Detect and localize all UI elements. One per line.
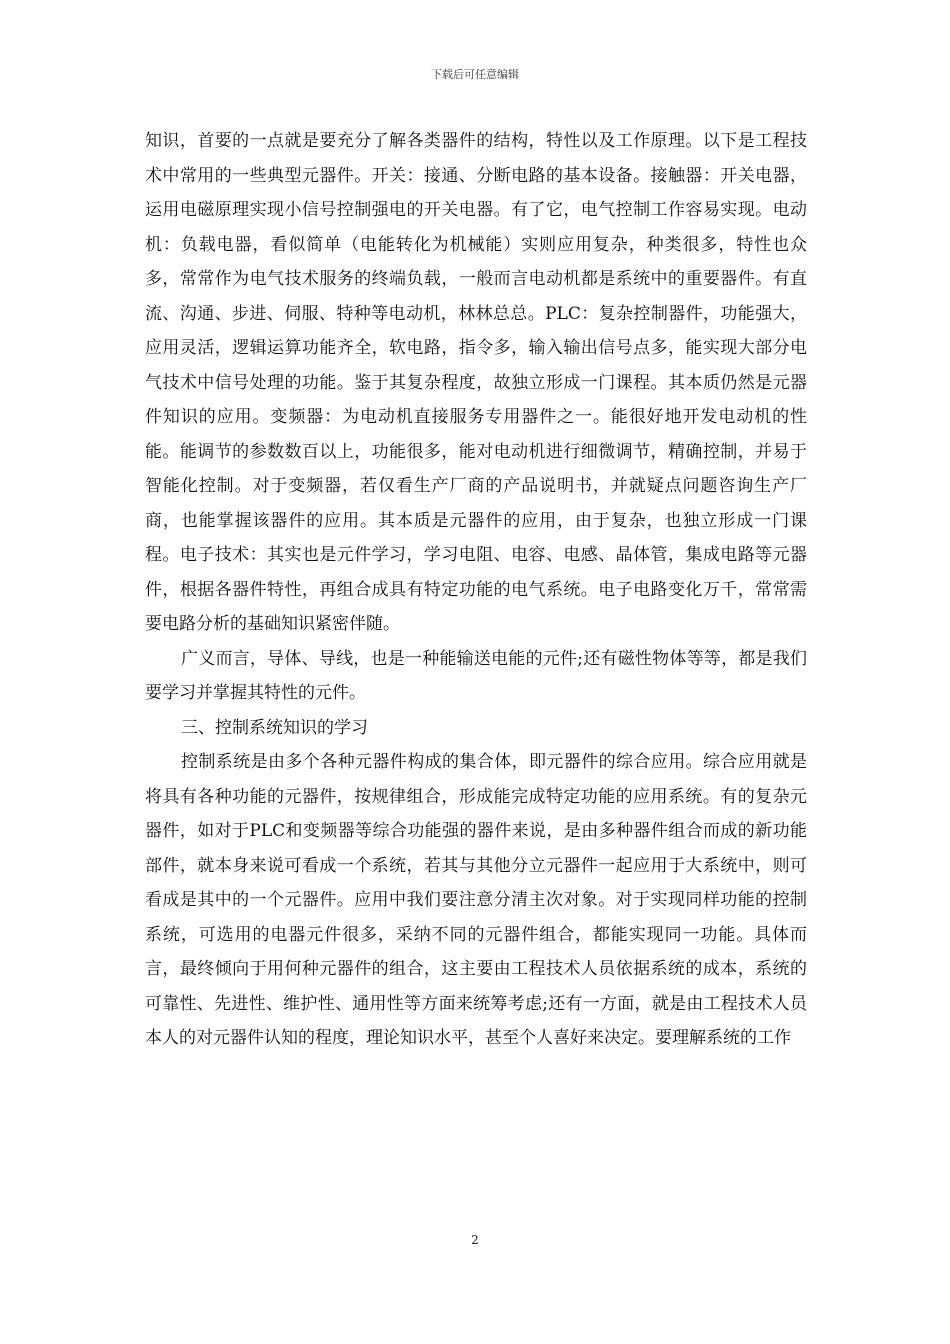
document-body xyxy=(145,124,807,1056)
section-heading-control-systems: 三、控制系统知识的学习 xyxy=(181,717,368,738)
page-header: 下载后可任意编辑 xyxy=(431,68,519,81)
paragraph-generalized-components: 广义而言，导体、导线，也是一种能输送电能的元件;还有磁性物体等等，都是我们要学习并掌握其特性的元件。 xyxy=(145,648,807,703)
paragraph-components-continued: 知识，首要的一点就是要充分了解各类器件的结构，特性以及工作原理。以下是工程技术中常用的一些典型元器件。开关：接通、分断电路的基本设备。接触器：开关电器，运用电磁原理实现小信号控制强电的开关电器。有了它，电气控制工作容易实现。电动机：负载电器，看似简单（电能转化为机械能）实则应用复杂，种类很多，特性也众多，常常作为电气技术服务的终端负载，一般而言电动机都是系统中的重要器件。有直流、沟通、步进、伺服、特种等电动机，林林总总。PLC：复杂控制器件，功能强大，应用灵活，逻辑运算功能齐全，软电路，指令多，输入输出信号点多，能实现大部分电气技术中信号处理的功能。鉴于其复杂程度，故独立形成一门课程。其本质仍然是元器件知识的应用。变频器：为电动机直接服务专用器件之一。能很好地开发电动机的性能。能调节的参数数百以上，功能很多，能对电动机进行细微调节，精确控制，并易于智能化控制。对于变频器，若仅看生产厂商的产品说明书，并就疑点问题咨询生产厂商，也能掌握该器件的应用。其本质是元器件的应用，由于复杂，也独立形成一门课程。电子技术：其实也是元件学习，学习电阻、电容、电感、晶体管，集成电路等元器件，根据各器件特性，再组合成具有特定功能的电气系统。电子电路变化万千，常常需要电路分析的基础知识紧密伴随。 xyxy=(145,131,807,634)
paragraph-control-systems: 控制系统是由多个各种元器件构成的集合体，即元器件的综合应用。综合应用就是将具有各种功能的元器件，按规律组合，形成能完成特定功能的应用系统。有的复杂元器件，如对于PLC和变频器等综合功能强的器件来说，是由多种器件组合而成的新功能部件，就本身来说可看成一个系统，若其与其他分立元器件一起应用于大系统中，则可看成是其中的一个元器件。应用中我们要注意分清主次对象。对于实现同样功能的控制系统，可选用的电器元件很多，采纳不同的元器件组合，都能实现同一功能。具体而言，最终倾向于用何种元器件的组合，这主要由工程技术人员依据系统的成本，系统的可靠性、先进性、维护性、通用性等方面来统筹考虑;还有一方面，就是由工程技术人员本人的对元器件认知的程度，理论知识水平，甚至个人喜好来决定。要理解系统的工作 xyxy=(145,752,807,1048)
page-number: 2 xyxy=(471,1233,479,1247)
